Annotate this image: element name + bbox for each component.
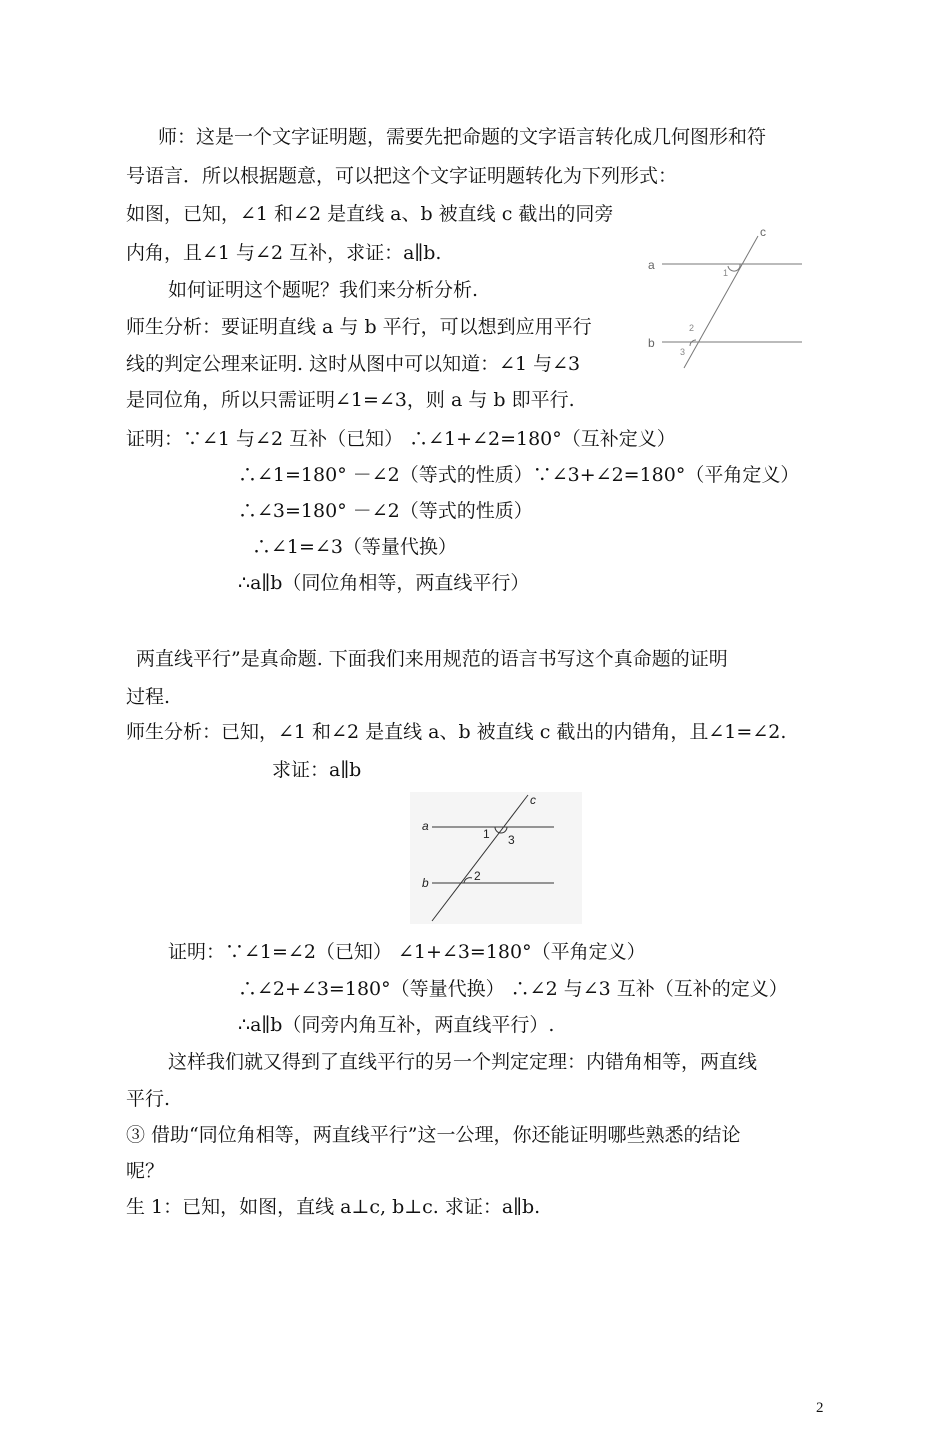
label-angle-2: 2 (689, 323, 695, 333)
text-line: 师生分析：已知，∠1 和∠2 是直线 a、b 被直线 c 截出的内错角，且∠1=∠2. (126, 721, 787, 743)
label-angle-3: 3 (680, 347, 686, 357)
label-b: b (648, 336, 655, 350)
text-line: 呢？ (126, 1160, 165, 1182)
text-line: ∴∠1=180° －∠2（等式的性质）∵∠3+∠2=180°（平角定义） (238, 464, 800, 486)
text-line: 如图，已知，∠1 和∠2 是直线 a、b 被直线 c 截出的同旁 (126, 203, 614, 225)
text-line: ∴a∥b（同位角相等，两直线平行） (238, 572, 530, 594)
label-a: a (648, 258, 655, 272)
page-number: 2 (816, 1400, 824, 1416)
text-line: 号语言．所以根据题意，可以把这个文字证明题转化为下列形式： (126, 165, 678, 187)
text-line: ∴∠1=∠3（等量代换） (252, 536, 457, 558)
text-line: 是同位角，所以只需证明∠1=∠3，则 a 与 b 即平行. (126, 389, 575, 411)
text-line: 师：这是一个文字证明题，需要先把命题的文字语言转化成几何图形和符 (158, 126, 767, 148)
label-angle-1: 1 (483, 827, 490, 841)
figure-1 (640, 222, 810, 372)
text-line: 证明：∵∠1 与∠2 互补（已知） ∴∠1+∠2=180°（互补定义） (126, 428, 676, 450)
text-line: ∴a∥b（同旁内角互补，两直线平行）. (238, 1014, 555, 1036)
text-line: ∴∠2+∠3=180°（等量代换） ∴∠2 与∠3 互补（互补的定义） (238, 978, 788, 1000)
text-line: 求证：a∥b (272, 759, 362, 781)
text-line: 这样我们就又得到了直线平行的另一个判定定理：内错角相等，两直线 (168, 1051, 758, 1073)
text-line: ∴∠3=180° －∠2（等式的性质） (238, 500, 533, 522)
text-line: 师生分析：要证明直线 a 与 b 平行，可以想到应用平行 (126, 316, 592, 338)
text-line: ③ 借助“同位角相等，两直线平行”这一公理，你还能证明哪些熟悉的结论 (126, 1124, 741, 1146)
label-c: c (530, 793, 536, 807)
label-angle-1: 1 (723, 268, 729, 278)
label-b: b (422, 876, 429, 890)
text-line: 生 1：已知，如图，直线 a⊥c, b⊥c. 求证：a∥b. (126, 1196, 541, 1218)
label-angle-2: 2 (474, 869, 481, 883)
text-line: 证明：∵∠1=∠2（已知） ∠1+∠3=180°（平角定义） (168, 941, 646, 963)
label-angle-3: 3 (508, 833, 515, 847)
label-a: a (422, 819, 429, 833)
label-c: c (760, 225, 766, 239)
text-line: 两直线平行”是真命题. 下面我们来用规范的语言书写这个真命题的证明 (136, 648, 728, 670)
text-line: 平行. (126, 1088, 171, 1110)
text-line: 线的判定公理来证明. 这时从图中可以知道：∠1 与∠3 (126, 353, 581, 375)
text-line: 如何证明这个题呢？我们来分析分析. (168, 279, 479, 301)
text-line: 内角，且∠1 与∠2 互补，求证：a∥b. (126, 242, 442, 264)
figure-2 (410, 792, 582, 924)
text-line: 过程. (126, 686, 171, 708)
